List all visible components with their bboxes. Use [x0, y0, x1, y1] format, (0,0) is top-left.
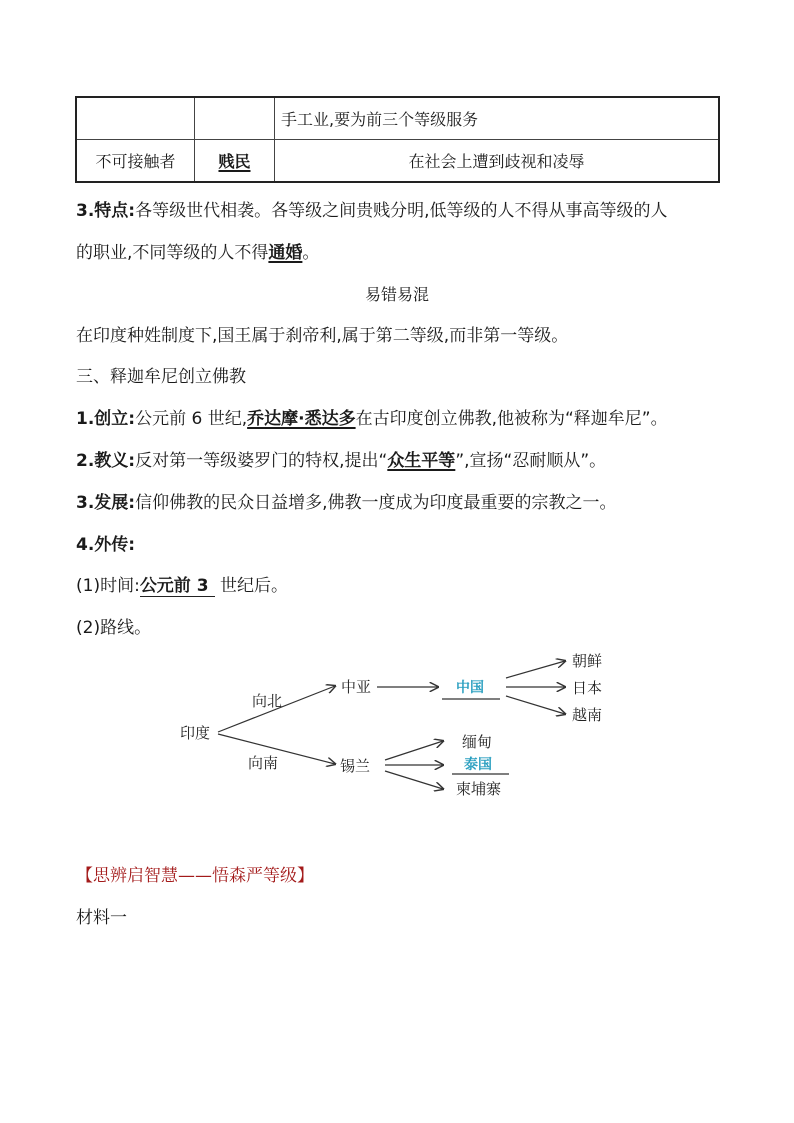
section-label: 4.外传: [76, 535, 136, 555]
node-vietnam: 越南 [572, 706, 603, 724]
node-burma: 缅甸 [462, 733, 493, 751]
node-cambodia: 柬埔寨 [456, 780, 502, 798]
founding-line [76, 404, 668, 429]
arrow-to-burma [385, 741, 443, 760]
body-text: 在古印度创立佛教,他被称为“释迦牟尼”。 [355, 409, 668, 429]
body-text: 各等级世代相袭。各等级之间贵贱分明,低等级的人不得从事高等级的人 [135, 201, 668, 221]
body-text: 反对第一等级婆罗门的特权,提出“ [135, 451, 388, 471]
key-term: 乔达摩·悉达多 [247, 409, 356, 429]
key-term: 公元前 3 [140, 571, 215, 597]
spread-time-line [76, 571, 288, 597]
arrow-to-vietnam [506, 696, 565, 714]
route-diagram [0, 640, 794, 815]
arrow-to-korea [506, 661, 565, 678]
doctrine-line [76, 446, 606, 471]
body-text: 世纪后。 [214, 576, 288, 596]
key-term: 贱民 [218, 152, 251, 171]
body-text: 信仰佛教的民众日益增多,佛教一度成为印度最重要的宗教之一。 [135, 493, 617, 513]
node-central-asia: 中亚 [341, 678, 372, 696]
label-south: 向南 [248, 754, 279, 772]
node-india: 印度 [180, 724, 211, 742]
body-text: 。 [302, 243, 320, 263]
table-cell: 手工业,要为前三个等级服务 [275, 97, 720, 140]
caste-table [75, 96, 720, 183]
node-ceylon: 锡兰 [340, 757, 371, 775]
body-text: 的职业,不同等级的人不得 [76, 243, 269, 263]
confuse-title: 易错易混 [364, 285, 429, 304]
section-heading: 三、释迦牟尼创立佛教 [76, 367, 246, 387]
confuse-text: 在印度种姓制度下,国王属于刹帝利,属于第二等级,而非第一等级。 [76, 326, 569, 346]
body-text: (1)时间: [76, 576, 140, 596]
features-line-1 [76, 196, 668, 221]
key-term: 通婚 [268, 243, 303, 263]
node-korea: 朝鲜 [572, 652, 603, 670]
table-cell [76, 97, 195, 140]
body-text: 公元前 6 世纪, [135, 409, 248, 429]
body-text: ”,宣扬“忍耐顺从”。 [455, 451, 607, 471]
key-term: 众生平等 [387, 451, 456, 471]
section-label: 2.教义: [76, 451, 136, 471]
material-label: 材料一 [76, 908, 127, 928]
features-line-2 [76, 238, 319, 263]
development-line [76, 488, 617, 513]
table-cell: 不可接触者 [76, 140, 195, 183]
node-japan: 日本 [572, 679, 603, 697]
section-label: 3.特点: [76, 201, 136, 221]
table-cell: 在社会上遭到歧视和凌辱 [275, 140, 720, 183]
table-cell [195, 97, 275, 140]
table-cell [195, 140, 275, 183]
node-china: 中国 [456, 680, 484, 696]
label-north: 向北 [252, 692, 283, 710]
table-row [76, 140, 719, 183]
spread-route-label: (2)路线。 [76, 618, 152, 638]
arrow-to-cambodia [385, 771, 443, 789]
section-label: 1.创立: [76, 409, 136, 429]
table-row [76, 97, 719, 140]
spread-label [76, 530, 135, 555]
node-thailand: 泰国 [464, 757, 492, 773]
section-label: 3.发展: [76, 493, 136, 513]
thinking-title: 【思辨启智慧——悟森严等级】 [76, 866, 314, 886]
